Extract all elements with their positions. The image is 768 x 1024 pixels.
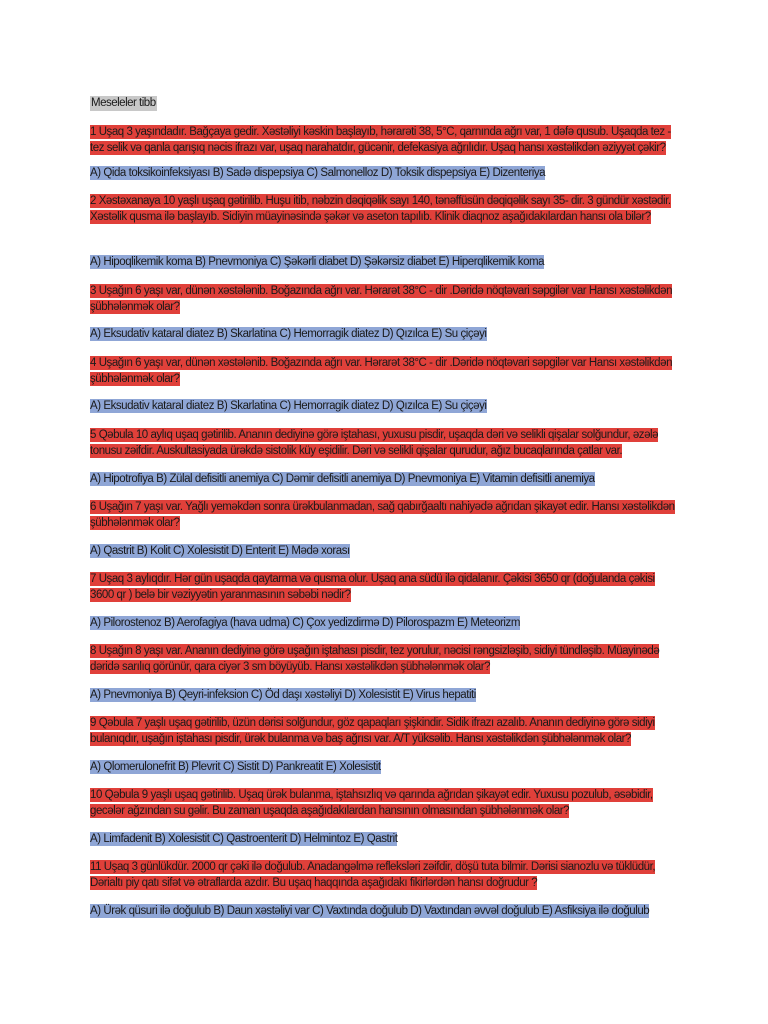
answers-6: A) Qastrit B) Kolit C) Xolesistit D) Enterit E) Mədə xorası: [90, 545, 350, 557]
question-9: 9 Qəbula 7 yaşlı uşaq gətirilib, üzün dərisi solğundur, göz qapaqları şişkindir. Sidik ifrazı azalıb. Ananın dediyinə görə sidiyi bulanıqdır, uşağın iştahası pisdir, ürək bulanma və baş ağrısı var. A/T yüksəlib. Hansı xəstəlikdən şübhələnmək olar?: [90, 717, 655, 745]
answers-9: A) Qlomerulonefrit B) Plevrit C) Sistit D) Pankreatit E) Xolesistit: [90, 761, 381, 773]
answers-4: A) Eksudativ kataral diatez B) Skarlatina C) Hemorragik diatez D) Qızılca E) Su çiçəyi: [90, 400, 487, 412]
question-3: 3 Uşağın 6 yaşı var, dünən xəstələnib. Boğazında ağrı var. Hərarət 38°C - dir .Dəridə nöqtəvari səpgilər var Hansı xəstəlikdən şübhələnmək olar?: [90, 285, 673, 313]
answers-3: A) Eksudativ kataral diatez B) Skarlatina C) Hemorragik diatez D) Qızılca E) Su çiçəyi: [90, 328, 487, 340]
question-8: 8 Uşağın 8 yaşı var. Ananın dediyinə görə uşağın iştahası pisdir, tez yorulur, nəcisi rəngsizləşib, sidiyi tündləşib. Müayinədə dəridə sarılıq görünür, qara ciyər 3 sm böyüyüb. Hansı xəstəlikdən şübhələnmək olar?: [90, 645, 660, 673]
answers-1: A) Qida toksikoinfeksiyası B) Sadə dispepsiya C) Salmonelloz D) Toksik dispepsiya E) Dizenteriya: [90, 167, 546, 179]
question-1: 1 Uşaq 3 yaşındadır. Bağçaya gedir. Xəstəliyi kəskin başlayıb, hərarəti 38, 5°C, qarnında ağrı var, 1 dəfə qusub. Uşaqda tez - tez selik və qanla qarışıq nəcis ifrazı var, uşaq narahatdır, gücənir, defekasiya ağrılıdır. Uşaq hansı xəstəlikdən əziyyət çəkir?: [90, 126, 671, 154]
document-title: Meseleler tibb: [91, 97, 156, 109]
question-10: 10 Qəbula 9 yaşlı uşaq gətirilib. Uşaq ürək bulanma, iştahsızlıq və qarında ağrıdan şikayət edir. Yuxusu pozulub, əsəbidir, gecələr ağzından su gəlir. Bu zaman uşaqda aşağıdakılardan hansının olmasından şübhələnmək olar?: [90, 789, 653, 817]
question-2: 2 Xəstəxanaya 10 yaşlı uşaq gətirilib. Huşu itib, nəbzin dəqiqəlik sayı 140, tənəffüsün dəqiqəlik sayı 35- dir. 3 gündür xəstədir. Xəstəlik qusma ilə başlayıb. Sidiyin müayinəsində şəkər və aseton tapılıb. Klinik diaqnoz aşağıdakılardan hansı ola bilər?: [90, 195, 671, 223]
question-5: 5 Qəbula 10 aylıq uşaq gətirilib. Ananın dediyinə görə iştahası, yuxusu pisdir, uşaqda dəri və selikli qişalar solğundur, əzələ tonusu zəifdir. Auskultasiyada ürəkdə sistolik küy eşidilir. Dəri və selikli qişalar qurudur, ağız bucaqlarında çatlar var.: [90, 429, 659, 457]
answers-11: A) Ürək qüsuri ilə doğulub B) Daun xəstəliyi var C) Vaxtında doğulub D) Vaxtından əvvəl doğulub E) Asfiksiya ilə doğulub: [90, 905, 650, 917]
question-7: 7 Uşaq 3 aylıqdır. Hər gün uşaqda qaytarma və qusma olur. Uşaq ana südü ilə qidalanır. Çəkisi 3650 qr (doğulanda çəkisi 3600 qr ) belə bir vəziyyətin yaranmasının səbəbi nədir?: [90, 573, 655, 601]
answers-10: A) Limfadenit B) Xolesistit C) Qastroenterit D) Helmintoz E) Qastrit: [90, 833, 398, 845]
answers-8: A) Pnevmoniya B) Qeyri-infeksion C) Öd daşı xəstəliyi D) Xolesistit E) Virus hepatiti: [90, 689, 476, 701]
answers-7: A) Pilorostenoz B) Aerofagiya (hava udma) C) Çox yedizdirmə D) Pilorospazm E) Meteorizm: [90, 617, 520, 629]
question-11: 11 Uşaq 3 günlükdür. 2000 qr çəki ilə doğulub. Anadangəlmə refleksləri zəifdir, döşü tuta bilmir. Dərisi sianozlu və tüklüdür, Dərialtı piy qatı sifət və ətraflarda azdır. Bu uşaq haqqında aşağıdakı fikirlərdən hansı doğrudur ?: [90, 861, 656, 889]
question-4: 4 Uşağın 6 yaşı var, dünən xəstələnib. Boğazında ağrı var. Hərarət 38°C - dir .Dəridə nöqtəvari səpgilər var Hansı xəstəlikdən şübhələnmək olar?: [90, 357, 673, 385]
answers-2: A) Hipoqlikemik koma B) Pnevmoniya C) Şəkərli diabet D) Şəkərsiz diabet E) Hiperqlikemik koma: [90, 256, 545, 268]
question-6: 6 Uşağın 7 yaşı var. Yağlı yeməkdən sonra ürəkbulanmadan, sağ qabırğaaltı nahiyədə ağrıdan şikayət edir. Hansı xəstəlikdən şübhələnmək olar?: [90, 501, 675, 529]
answers-5: A) Hipotrofiya B) Zülal defisitli anemiya C) Dəmir defisitli anemiya D) Pnevmoniya E) Vitamin defisitli anemiya: [90, 473, 595, 485]
